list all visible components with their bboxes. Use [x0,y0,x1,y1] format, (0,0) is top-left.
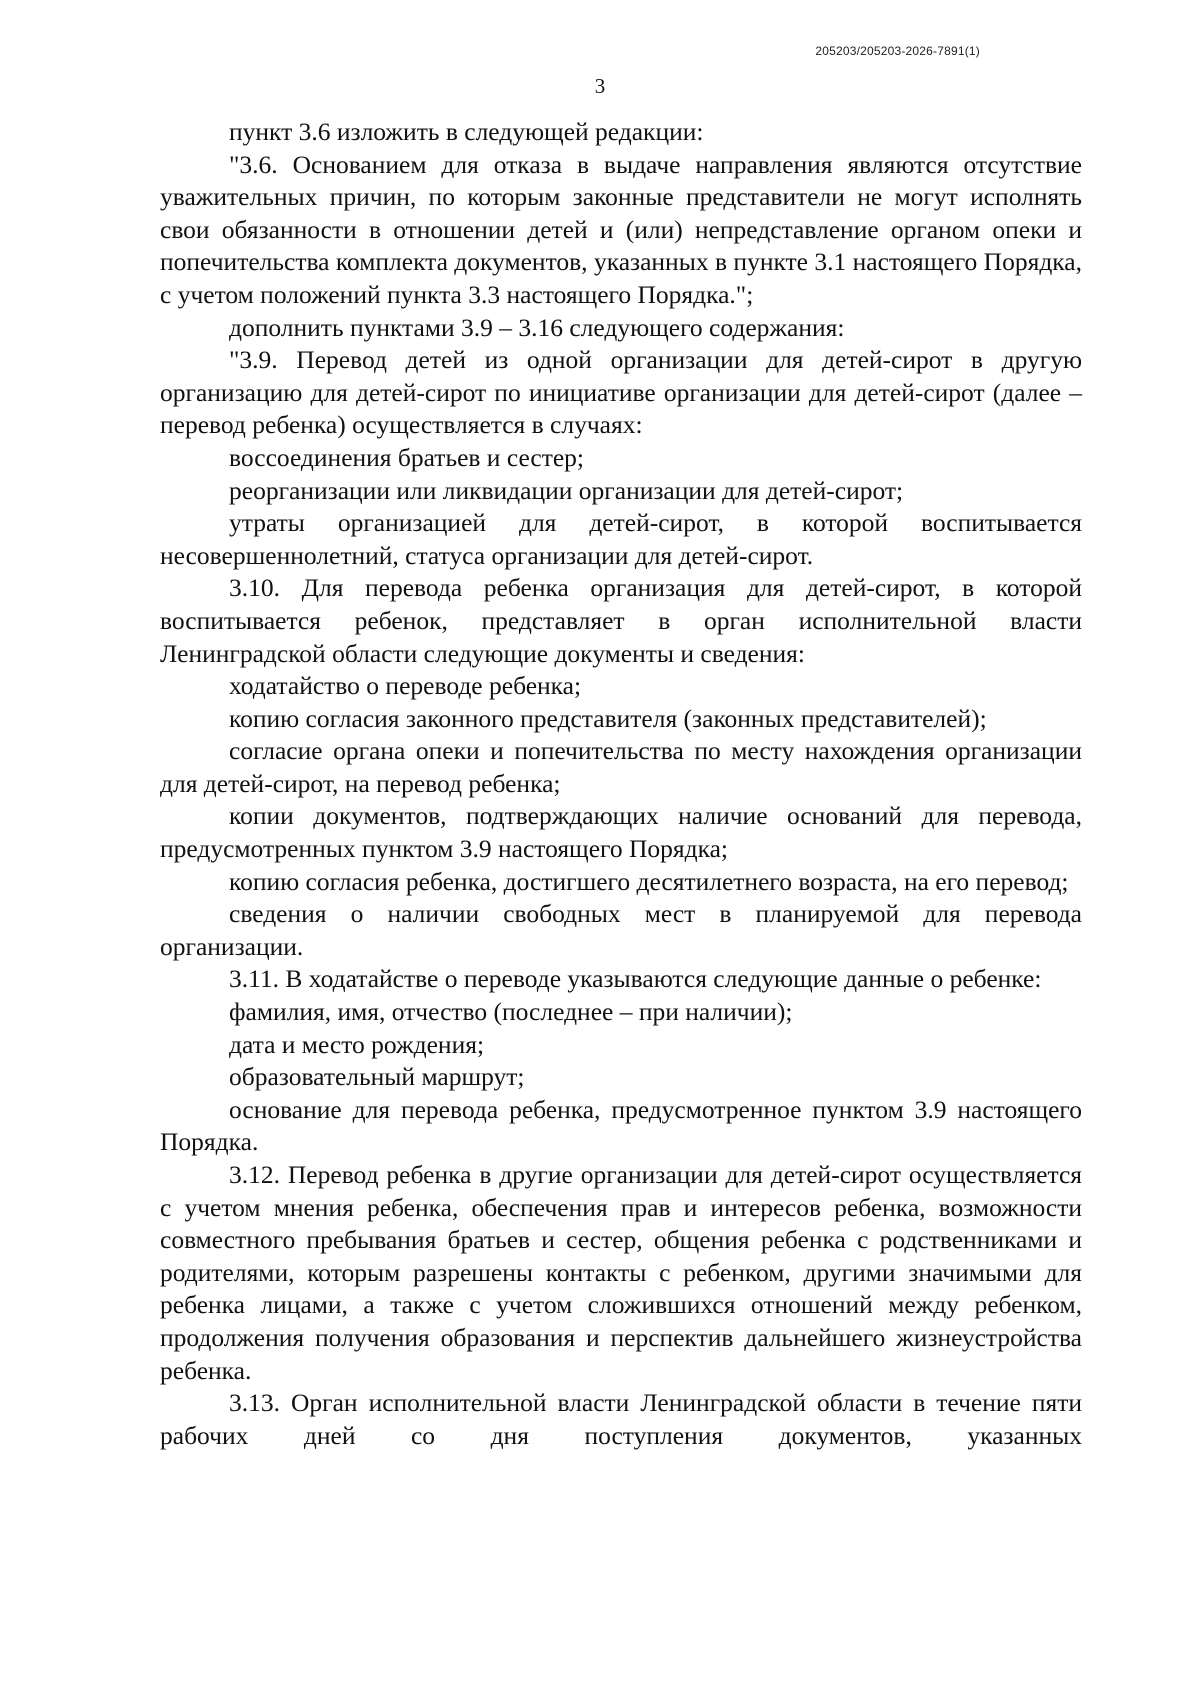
list-item: ходатайство о переводе ребенка; [229,671,582,701]
list-item: согласие органа опеки и попечительства по месту нахождения организации для детей-сирот, на перевод ребенка; [160,736,1082,798]
paragraph: "3.9. Перевод детей из одной организации для детей-сирот в другую организацию для детей-сирот по инициативе организации для детей-сирот (далее – перевод ребенка) осуществляется в случаях: [160,345,1082,440]
list-item: копии документов, подтверждающих наличие оснований для перевода, предусмотренных пунктом 3.9 настоящего Порядка; [160,801,1082,864]
list-item: реорганизации или ликвидации организации для детей-сирот; [229,475,904,505]
list-item: копию согласия законного представителя (законных представителей); [229,703,987,733]
list-item: утраты организацией для детей-сирот, в которой воспитывается несовершеннолетний, статуса организации для детей-сирот. [160,508,1082,570]
paragraph: пункт 3.6 изложить в следующей редакции: [229,117,704,146]
page-number: 3 [594,74,606,98]
document-id: 205203/205203-2026-7891(1) [815,44,980,58]
list-item: копию согласия ребенка, достигшего десятилетнего возраста, на его перевод; [229,866,1069,896]
list-item: дата и место рождения; [229,1029,485,1059]
document-body [160,116,1082,1452]
list-item: фамилия, имя, отчество (последнее – при наличии); [229,997,793,1027]
paragraph: 3.13. Орган исполнительной власти Ленинградской области в течение пяти рабочих дней со дня поступления документов, указанных [160,1388,1082,1450]
paragraph: дополнить пунктами 3.9 – 3.16 следующего содержания: [229,312,845,342]
paragraph: 3.11. В ходатайстве о переводе указываются следующие данные о ребенке: [229,964,1042,994]
paragraph: "3.6. Основанием для отказа в выдаче направления являются отсутствие уважительных причин, по которым законные представители не могут исполнять свои обязанности в отношении детей и (или) непредставление органом опеки и попечительства комплекта документов, указанных в пункте 3.1 настоящего Порядка, с учетом положений пункта 3.3 настоящего Порядка."; [160,149,1082,309]
list-item: воссоединения братьев и сестер; [229,442,585,472]
paragraph: 3.10. Для перевода ребенка организация для детей-сирот, в которой воспитывается ребенок, представляет в орган исполнительной власти Ленинградской области следующие документы и сведения: [160,573,1082,668]
list-item: сведения о наличии свободных мест в планируемой для перевода организации. [160,899,1082,961]
paragraph: 3.12. Перевод ребенка в другие организации для детей-сирот осуществляется с учетом мнения ребенка, обеспечения прав и интересов ребенка, возможности совместного пребывания братьев и сестер, общения ребенка с родственниками и родителями, которым разрешены контакты с ребенком, другими значимыми для ребенка лицами, а также с учетом сложившихся отношений между ребенком, продолжения получения образования и перспектив дальнейшего жизнеустройства ребенка. [160,1160,1082,1385]
list-item: образовательный маршрут; [229,1062,525,1092]
list-item: основание для перевода ребенка, предусмотренное пунктом 3.9 настоящего Порядка. [160,1094,1082,1157]
